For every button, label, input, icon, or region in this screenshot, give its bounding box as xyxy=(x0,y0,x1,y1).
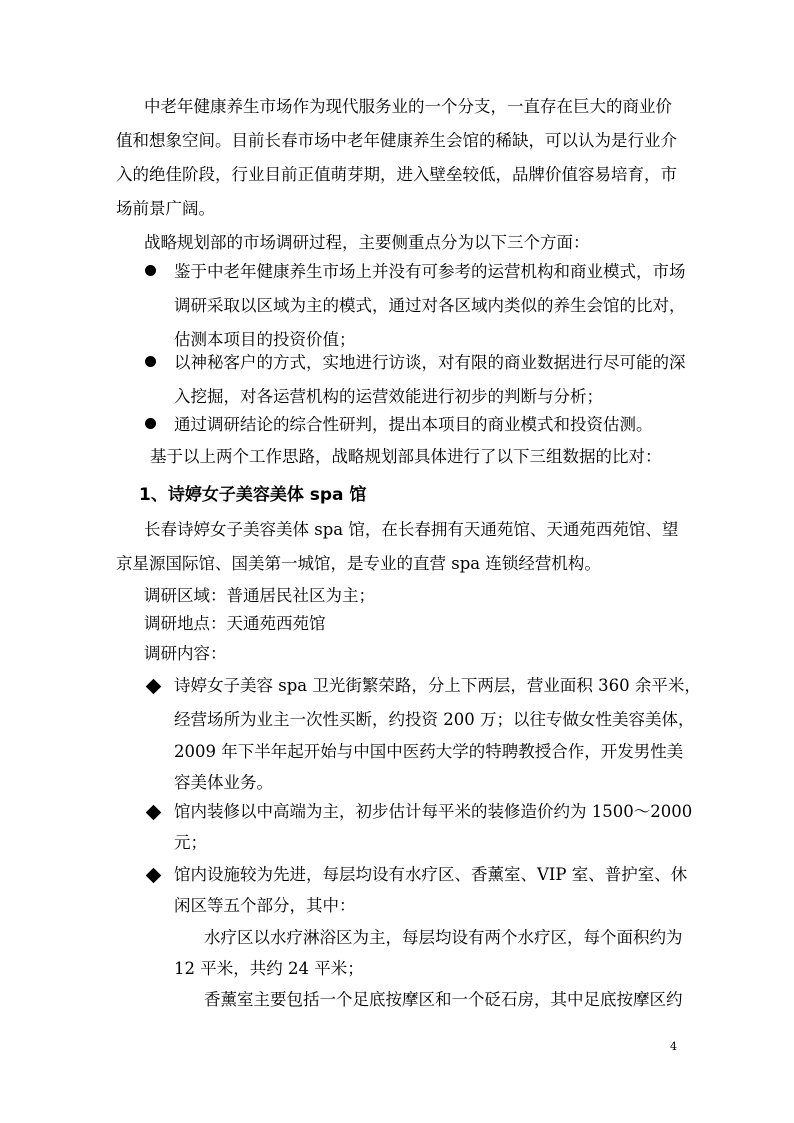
sub-line: 香薰室主要包括一个足底按摩区和一个砭石房，其中足底按摩区约 xyxy=(204,990,683,1009)
content-item-line: 2009 年下半年起开始与中国中医药大学的特聘教授合作，开发男性美 xyxy=(174,742,684,761)
content-item-line: 诗婷女子美容 spa 卫光街繁荣路，分上下两层，营业面积 360 余平米， xyxy=(174,676,701,695)
content-item-line: 经营场所为业主一次性买断，约投资 200 万；以往专做女性美容美体， xyxy=(174,710,695,729)
content-item-line: 馆内设施较为先进，每层均设有水疗区、香薰室、VIP 室、普护室、休 xyxy=(174,865,688,884)
sub-line: 水疗区以水疗淋浴区为主，每层均设有两个水疗区，每个面积约为 xyxy=(204,928,683,947)
aspect-line: 通过调研结论的综合性研判，提出本项目的商业模式和投资估测。 xyxy=(174,415,653,434)
survey-location: 调研地点：天通苑西苑馆 xyxy=(144,614,326,633)
content-item-line: 元； xyxy=(174,833,207,852)
bullet-diamond-icon xyxy=(146,805,162,821)
bullet-dot-icon xyxy=(145,356,156,367)
survey-area: 调研区域：普通居民社区为主； xyxy=(144,586,375,605)
intro-line: 值和想象空间。目前长春市场中老年健康养生会馆的稀缺，可以认为是行业介 xyxy=(116,131,677,150)
aspect-line: 以神秘客户的方式，实地进行访谈，对有限的商业数据进行尽可能的深 xyxy=(174,353,686,372)
bullet-diamond-icon xyxy=(146,679,162,695)
aspect-line: 鉴于中老年健康养生市场上并没有可参考的运营机构和商业模式，市场 xyxy=(174,262,686,281)
intro-line: 场前景广阔。 xyxy=(116,199,215,218)
aspect-line: 估测本项目的投资价值； xyxy=(174,330,356,349)
survey-content-label: 调研内容： xyxy=(144,644,227,663)
content-item-line: 容美体业务。 xyxy=(174,773,273,792)
intro-lead: 战略规划部的市场调研过程，主要侧重点分为以下三个方面： xyxy=(144,233,590,252)
section-desc-line: 长春诗婷女子美容美体 spa 馆，在长春拥有天通苑馆、天通苑西苑馆、望 xyxy=(144,520,679,539)
page-number: 4 xyxy=(670,1040,677,1053)
sub-line: 12 平米，共约 24 平米； xyxy=(174,959,364,978)
content-item-line: 闲区等五个部分，其中： xyxy=(174,896,356,915)
bullet-dot-icon xyxy=(145,265,156,276)
intro-line: 入的绝佳阶段，行业目前正值萌芽期，进入壁垒较低，品牌价值容易培育，市 xyxy=(116,165,677,184)
section-heading: 1、诗婷女子美容美体 spa 馆 xyxy=(139,485,367,505)
aspect-line: 调研采取以区域为主的模式，通过对各区域内类似的养生会馆的比对， xyxy=(174,296,686,315)
summary-line: 基于以上两个工作思路，战略规划部具体进行了以下三组数据的比对： xyxy=(150,447,662,466)
content-item-line: 馆内装修以中高端为主，初步估计每平米的装修造价约为 1500～2000 xyxy=(174,802,693,821)
bullet-diamond-icon xyxy=(146,868,162,884)
section-desc-line: 京星源国际馆、国美第一城馆，是专业的直营 spa 连锁经营机构。 xyxy=(116,554,601,573)
aspect-line: 入挖掘，对各运营机构的运营效能进行初步的判断与分析； xyxy=(174,387,603,406)
intro-line: 中老年健康养生市场作为现代服务业的一个分支，一直存在巨大的商业价 xyxy=(144,97,672,116)
bullet-dot-icon xyxy=(145,418,156,429)
